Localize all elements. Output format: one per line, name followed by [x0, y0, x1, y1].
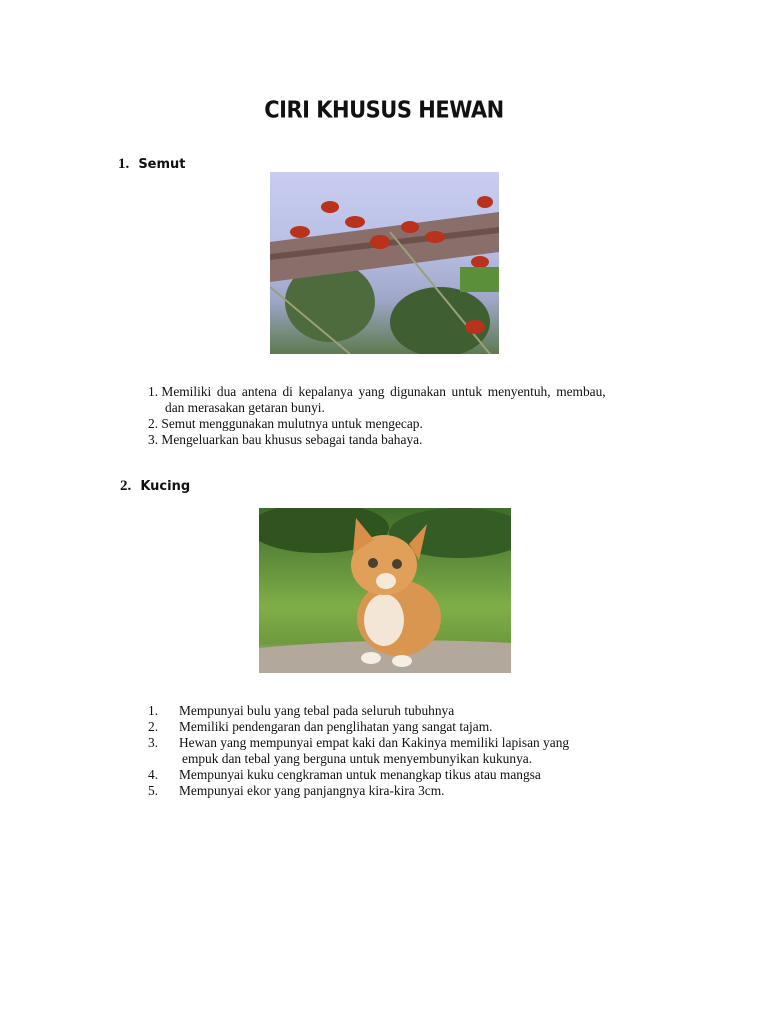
- ant-illustration: [270, 172, 499, 354]
- item-text: Semut menggunakan mulutnya untuk mengecap.: [161, 416, 423, 431]
- item-number: 3.: [148, 735, 159, 750]
- kitten-photo: [259, 508, 511, 673]
- kucing-list: [148, 703, 569, 799]
- ant-photo: [270, 172, 499, 354]
- list-item-continuation: empuk dan tebal yang berguna untuk menyembunyikan kukunya.: [182, 751, 533, 766]
- semut-list: [148, 384, 606, 448]
- section-heading-kucing: [120, 478, 190, 495]
- item-text: Mempunyai bulu yang tebal pada seluruh tubuhnya: [179, 703, 455, 718]
- list-item: [148, 416, 606, 432]
- list-item: [148, 767, 569, 783]
- section-title: Semut: [138, 157, 186, 172]
- list-item: [148, 432, 606, 448]
- item-number: 5.: [148, 783, 159, 798]
- item-number: 1.: [148, 384, 159, 399]
- list-item: [148, 719, 569, 735]
- item-number: 2.: [148, 719, 159, 734]
- item-text: Memiliki dua antena di kepalanya yang digunakan untuk menyentuh, membau,: [161, 384, 606, 399]
- section-number: 1.: [118, 156, 130, 172]
- page-title: CIRI KHUSUS HEWAN: [264, 96, 504, 124]
- item-number: 2.: [148, 416, 159, 431]
- item-text: Mempunyai kuku cengkraman untuk menangkap tikus atau mangsa: [179, 767, 541, 782]
- item-text: Memiliki pendengaran dan penglihatan yang sangat tajam.: [179, 719, 493, 734]
- item-number: 3.: [148, 432, 159, 447]
- section-heading-semut: [118, 156, 186, 173]
- kitten-illustration: [259, 508, 511, 673]
- item-number: 4.: [148, 767, 159, 782]
- item-text: Hewan yang mempunyai empat kaki dan Kakinya memiliki lapisan yang: [179, 735, 570, 750]
- list-item: [148, 735, 569, 751]
- item-number: 1.: [148, 703, 159, 718]
- section-title: Kucing: [140, 479, 191, 494]
- list-item: [148, 783, 569, 799]
- item-text: Mempunyai ekor yang panjangnya kira-kira 3cm.: [179, 783, 445, 798]
- section-number: 2.: [120, 478, 132, 494]
- list-item: [148, 703, 569, 719]
- item-text: Mengeluarkan bau khusus sebagai tanda bahaya.: [161, 432, 423, 447]
- list-item: [148, 384, 606, 400]
- list-item-continuation: dan merasakan getaran bunyi.: [165, 400, 325, 415]
